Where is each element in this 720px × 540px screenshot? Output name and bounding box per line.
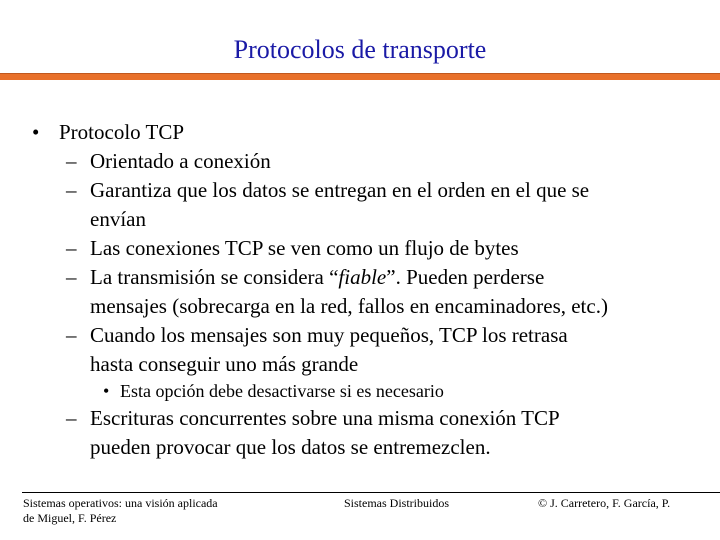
sub-bullet-text: Escrituras concurrentes sobre una misma conexión TCP [90, 406, 560, 430]
text-prefix: La transmisión se considera “ [90, 265, 339, 289]
sub-bullet-text: Cuando los mensajes son muy pequeños, TCP los retrasa [90, 323, 568, 347]
slide-title: Protocolos de transporte [233, 35, 487, 64]
sub-bullet-text: envían [90, 207, 146, 231]
dash-marker: – [66, 265, 77, 289]
sub-bullet-text: pueden provocar que los datos se entremezclen. [90, 435, 491, 459]
dash-marker: – [66, 149, 77, 173]
text-suffix: ”. Pueden perderse [386, 265, 545, 289]
footer-copyright: © J. Carretero, F. García, P. [538, 496, 671, 510]
dash-marker: – [66, 323, 77, 347]
sub-bullet-text: Garantiza que los datos se entregan en el orden en el que se [90, 178, 590, 202]
footer-divider [22, 492, 720, 493]
sub-bullet-text: mensajes (sobrecarga en la red, fallos en encaminadores, etc.) [90, 294, 608, 318]
footer-book-title: Sistemas operativos: una visión aplicada [23, 496, 218, 510]
bullet-text: Protocolo TCP [59, 120, 185, 144]
title-divider [0, 73, 720, 80]
sub-bullet-text [90, 263, 544, 292]
footer-book-authors: de Miguel, F. Pérez [23, 511, 117, 525]
dash-marker: – [66, 236, 77, 260]
footer-book-credit [23, 496, 283, 526]
sub-bullet-text: hasta conseguir uno más grande [90, 352, 359, 376]
emphasis-fiable: fiable [338, 265, 387, 289]
bullet-marker: • [103, 381, 110, 401]
footer-course-name: Sistemas Distribuidos [344, 496, 450, 510]
dash-marker: – [66, 406, 77, 430]
sub-sub-bullet-text: Esta opción debe desactivarse si es necesario [120, 381, 444, 401]
sub-bullet-text: Orientado a conexión [90, 149, 271, 173]
bullet-marker: • [32, 120, 40, 144]
sub-bullet-text: Las conexiones TCP se ven como un flujo de bytes [90, 236, 519, 260]
dash-marker: – [66, 178, 77, 202]
